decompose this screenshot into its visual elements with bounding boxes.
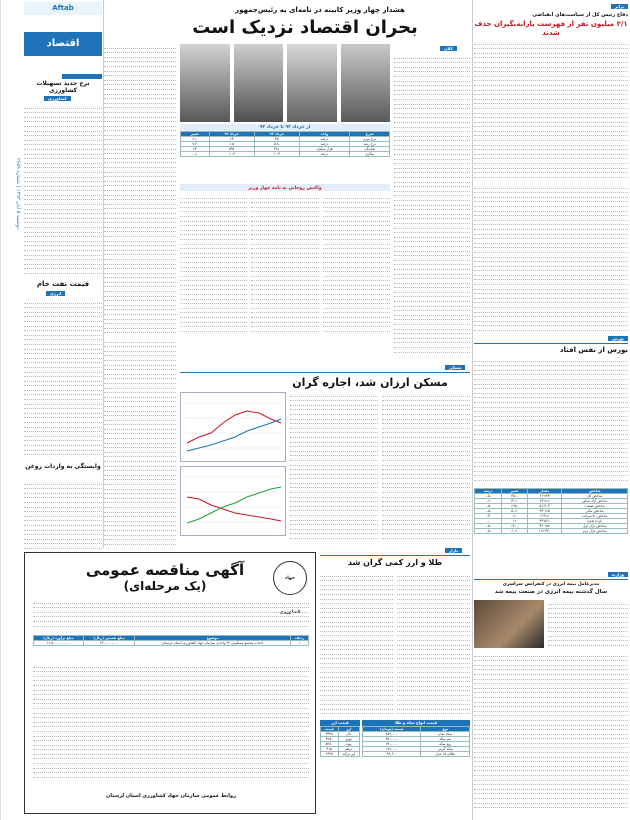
lead-table-header: تغییر (181, 132, 210, 137)
gold-table-1-cell: طلای ۱۸ عیار (421, 752, 470, 757)
bourse-table-cell: ۵۱٬۷۰۳ (527, 504, 561, 509)
right-body-1 (474, 40, 628, 180)
industry-photo (474, 600, 544, 648)
lead-table-cell: ۲۴ (181, 147, 210, 152)
bourse-table-cell: -۵۰۲ (502, 509, 527, 514)
bourse-table-cell: ۶۹٬۸۱۲ (527, 499, 561, 504)
lead-main-body (180, 194, 390, 344)
lead-table-row (181, 152, 390, 157)
bourse-table-cell: شاخص صنعت (562, 504, 628, 509)
ad-table (33, 635, 309, 646)
brand-logo: Aftab (24, 2, 102, 15)
gold-table-1-cell: ۴۵۰,۰۰۰ (363, 737, 421, 742)
lead-table-cell: ۱.۵ (209, 142, 254, 147)
gold-rule (320, 555, 470, 556)
bourse-table-cell: شاخص ۵۰ شرکت (562, 514, 628, 519)
bourse-table (474, 488, 628, 534)
masthead-strip (0, 0, 22, 820)
bourse-table-cell: ۰.۰ (475, 519, 502, 524)
bourse-table-cell: -۲۹۸ (502, 504, 527, 509)
right-body-2 (474, 184, 628, 334)
bourse-table-cell: بازده نقدی (562, 519, 628, 524)
ad-table-header: ردیف (291, 636, 309, 641)
gold-table-2-cell: یورو (338, 737, 359, 742)
bourse-table-header: تغییر (502, 489, 527, 494)
gold-table-1-cell: ۱۷۲,۰۰۰ (363, 747, 421, 752)
lead-table-cell: ۱۰.۴ (254, 152, 299, 157)
ad-conditions (33, 663, 309, 783)
sub-box (180, 184, 390, 191)
bourse-table-header: مقدار (527, 489, 561, 494)
lead-table (180, 131, 390, 157)
bourse-table-cell: شاخص مالی (562, 509, 628, 514)
ad-table-cell: احداث مجتمع مسکونی ۳۲ واحدی سازمان جهاد کشاورزی استان لرستان (135, 641, 291, 646)
housing-chart-2 (180, 466, 286, 536)
bourse-table-cell: -۱۱ (502, 514, 527, 519)
ad-table-cell: ۱۲,۵۰۰,۰۰۰,۰۰۰ (34, 641, 84, 646)
housing-chart-1-svg (179, 393, 285, 463)
lead-table-cell: درصد (299, 137, 349, 142)
bourse-table-header: شاخص (562, 489, 628, 494)
gold-table-1-header: نوع (421, 727, 470, 732)
housing-tag: مسکن (445, 365, 465, 370)
bourse-table-box (474, 488, 628, 534)
gold-table-1-row (363, 752, 470, 757)
bourse-table-cell: شاخص آزاد شناور (562, 499, 628, 504)
minister-photo-2 (287, 44, 337, 122)
gold-table-2-cell: پوند (338, 742, 359, 747)
lead-table-header: خرداد ۹۲ (254, 132, 299, 137)
ad-seal (273, 561, 307, 615)
gold-table-1-cell: سکه گرمی (421, 747, 470, 752)
bourse-table-cell: شاخص کل (562, 494, 628, 499)
lead-photo-strip (180, 44, 390, 122)
bourse-table-cell: -۰.۵ (475, 494, 502, 499)
divider-right (472, 0, 473, 820)
gold-table-1-box (362, 720, 470, 757)
ad-title: آگهی مناقصه عمومی (85, 561, 245, 579)
gold-table-2-box (320, 720, 360, 757)
lead-table-cell: -۵.۸ (254, 142, 299, 147)
right-head-2: ۲/۱ میلیون نفر از فهرست یارانه‌بگیران حذف شدند (474, 20, 628, 37)
lead-table-cell: ۵۹۷ (209, 147, 254, 152)
right-tag: برابر (611, 4, 628, 9)
housing-headline: مسکن ارزان شد، اجاره گران (292, 376, 448, 389)
gold-table-1-cell: سکه تمام (421, 732, 470, 737)
bourse-head: بورس از نفس افتاد (559, 346, 628, 354)
bourse-table-cell: ۳۴٬۵۶۱ (527, 519, 561, 524)
industry-rule (474, 579, 628, 580)
sub-box-title: واکنش روحانی به نامه چهار وزیر (248, 186, 322, 191)
industry-body-side (548, 600, 628, 650)
gold-table-1-cell: ربع سکه (421, 742, 470, 747)
left-tag-label-2: انرژی (46, 291, 65, 296)
gold-table-1-header: قیمت (تومان) (363, 727, 421, 732)
ad-table-header: مبلغ تضمین (ریال) (83, 636, 134, 641)
lead-analysis-body (394, 54, 470, 354)
right-column (474, 0, 628, 820)
lead-table-header: شرح (350, 132, 390, 137)
bourse-table-cell: شاخص بازار دوم (562, 529, 628, 534)
right-head-1: دفاع رئیس کل از سیاست‌های انقباضی (532, 12, 628, 18)
ad-intro (33, 599, 309, 631)
industry-kicker: مدیرعامل بیمه انرژی در کنفرانس سراسری (502, 582, 600, 587)
ad-footer: روابط عمومی سازمان جهاد کشاورزی استان لرستان (106, 793, 236, 799)
lead-table-cell: ۴۸۱ (254, 147, 299, 152)
lead-table-title: از خرداد ۹۲ تا خرداد ۹۳ (180, 124, 390, 131)
gold-table-2-cell: ۴۲۵۰ (321, 737, 339, 742)
bourse-body (474, 357, 628, 485)
housing-chart-1 (180, 392, 286, 462)
bourse-table-cell: -۴۱۱ (502, 499, 527, 504)
lead-kicker: هشدار چهار وزیر کابینه در نامه‌ای به رئیس‌جمهور (235, 6, 405, 14)
divider-left (103, 0, 104, 548)
industry-tag: وزارت (608, 572, 628, 577)
lead-table-cell: -۲۱ (181, 137, 210, 142)
housing-line-rent (187, 419, 281, 451)
gold-table-2-cell: درهم (338, 747, 359, 752)
bourse-table-cell: -۰.۵ (475, 504, 502, 509)
bourse-table-cell: -۰.۵ (475, 524, 502, 529)
tender-ad (24, 552, 316, 814)
bourse-table-cell: ۱۲ (502, 519, 527, 524)
housing-rule (180, 372, 470, 373)
bourse-rule (474, 343, 628, 344)
left-body-2 (24, 299, 102, 459)
bourse-table-cell: ۱۱۲٬۴۳۰ (527, 529, 561, 534)
gold-headline: طلا و ارز کمی گران شد (347, 558, 443, 567)
lead-table-cell: ۷.۳ (181, 142, 210, 147)
left-column (24, 58, 102, 578)
left-head-1: نرخ جدید تسهیلات کشاورزی (36, 80, 90, 94)
lead-lower-left-body (104, 338, 176, 548)
lead-table-cell: بیکاری (350, 152, 390, 157)
gold-body (320, 572, 470, 717)
gold-table-1-title: قیمت انواع سکه و طلا (362, 720, 470, 726)
minister-photo-4 (180, 44, 230, 122)
ad-table-cell: ۱ (291, 641, 309, 646)
housing-line-price (187, 411, 281, 443)
industry-body (474, 652, 628, 814)
housing-chart-2-svg (179, 467, 285, 537)
ad-seal-text: جهاد کشاورزی (279, 576, 301, 615)
gold-table-2-cell: ۵۳۸۰ (321, 742, 339, 747)
lead-table-cell: -۰.۱ (181, 152, 210, 157)
gold-table-1-cell: ۸۸۳,۰۰۰ (363, 732, 421, 737)
bourse-table-row (475, 529, 628, 534)
ad-table-box (33, 635, 309, 646)
bourse-table-cell: -۳۵۰ (502, 494, 527, 499)
gold-table-2-cell: ۳۳۴۸ (321, 732, 339, 737)
gold-table-2-cell: ۹۱۵ (321, 747, 339, 752)
lead-headline: بحران اقتصاد نزدیک است (192, 17, 418, 38)
lead-table-cell: درصد (299, 152, 349, 157)
gold-table-1-cell: ۲۴۰,۰۰۰ (363, 742, 421, 747)
gold-table-2-header: ارز (338, 727, 359, 732)
lead-table-cell: نرخ تورم (350, 137, 390, 142)
lead-table-cell: ۲۴ (209, 137, 254, 142)
bourse-table-cell: -۶۰۲ (502, 529, 527, 534)
lead-table-box (180, 124, 390, 174)
gold-table-2-title: قیمت ارز (320, 720, 360, 726)
minister-photo-3 (234, 44, 284, 122)
housing-body (290, 392, 470, 542)
left-body-1 (24, 104, 102, 276)
gold-table-1 (362, 726, 470, 757)
bourse-table-cell: شاخص بازار اول (562, 524, 628, 529)
bourse-table-cell: -۲۳۰ (502, 524, 527, 529)
left-tag-1 (62, 74, 102, 79)
lead-table-cell: ۴۵ (254, 137, 299, 142)
gold-table-2-cell: لیر ترکیه (338, 752, 359, 757)
lead-table-cell: نقدینگی (350, 147, 390, 152)
left-head-3: وابستگی به واردات روغن (25, 463, 101, 470)
left-head-2: قیمت نفت خام (36, 280, 90, 288)
gold-table-2-cell: ۱۴۹۷ (321, 752, 339, 757)
gold-table-1-cell: ۹۹,۶۰۰ (363, 752, 421, 757)
bourse-table-cell: ۲٬۴۱۲ (527, 514, 561, 519)
gold-table-2-cell: دلار (338, 732, 359, 737)
lead-table-cell: ۱۰.۳ (209, 152, 254, 157)
lead-table-cell: درصد (299, 142, 349, 147)
ad-table-cell: ۶۳۰,۰۰۰,۰۰۰ (83, 641, 134, 646)
lead-table-header: واحد (299, 132, 349, 137)
lead-table-cell: نرخ رشد (350, 142, 390, 147)
lead-table-header: خرداد ۹۳ (209, 132, 254, 137)
analysis-tag: کلان (440, 46, 457, 51)
housing-line-b (187, 487, 281, 523)
bourse-table-cell: -۰.۵ (475, 529, 502, 534)
bourse-table-cell: -۰.۵ (475, 509, 502, 514)
industry-head: سال گذشته بیمه انرژی در صنعت بیمه شد (494, 589, 608, 595)
gold-table-2 (320, 726, 360, 757)
ad-subtitle: (یک مرحله‌ای) (123, 579, 207, 593)
bourse-table-header: درصد (475, 489, 502, 494)
bourse-tag: بورس (608, 336, 628, 341)
bourse-table-cell: -۰.۶ (475, 499, 502, 504)
ad-table-header: موضوع (135, 636, 291, 641)
gold-table-2-row (321, 752, 360, 757)
gold-table-1-cell: نیم سکه (421, 737, 470, 742)
lead-table-cell: هزار میلیارد (299, 147, 349, 152)
left-tag-label-1: کشاورزی (44, 96, 71, 101)
section-label: اقتصاد (24, 32, 102, 56)
ad-table-header: مبلغ برآورد (ریال) (34, 636, 84, 641)
minister-photo-1 (341, 44, 391, 122)
lead-left-body (104, 44, 176, 334)
gold-table-2-header: قیمت (321, 727, 339, 732)
bourse-table-cell: -۰.۴ (475, 514, 502, 519)
bourse-table-cell: ۴۲٬۱۸۷ (527, 524, 561, 529)
bourse-table-cell: ۹۴٬۱۲۵ (527, 509, 561, 514)
date-line: دوشنبه ۵ آبان ۱۳۹۳ | شماره ۲۶۵۹ (15, 158, 21, 230)
gold-tag: بازار (445, 548, 462, 553)
bourse-table-cell: ۶۱٬۲۳۴ (527, 494, 561, 499)
